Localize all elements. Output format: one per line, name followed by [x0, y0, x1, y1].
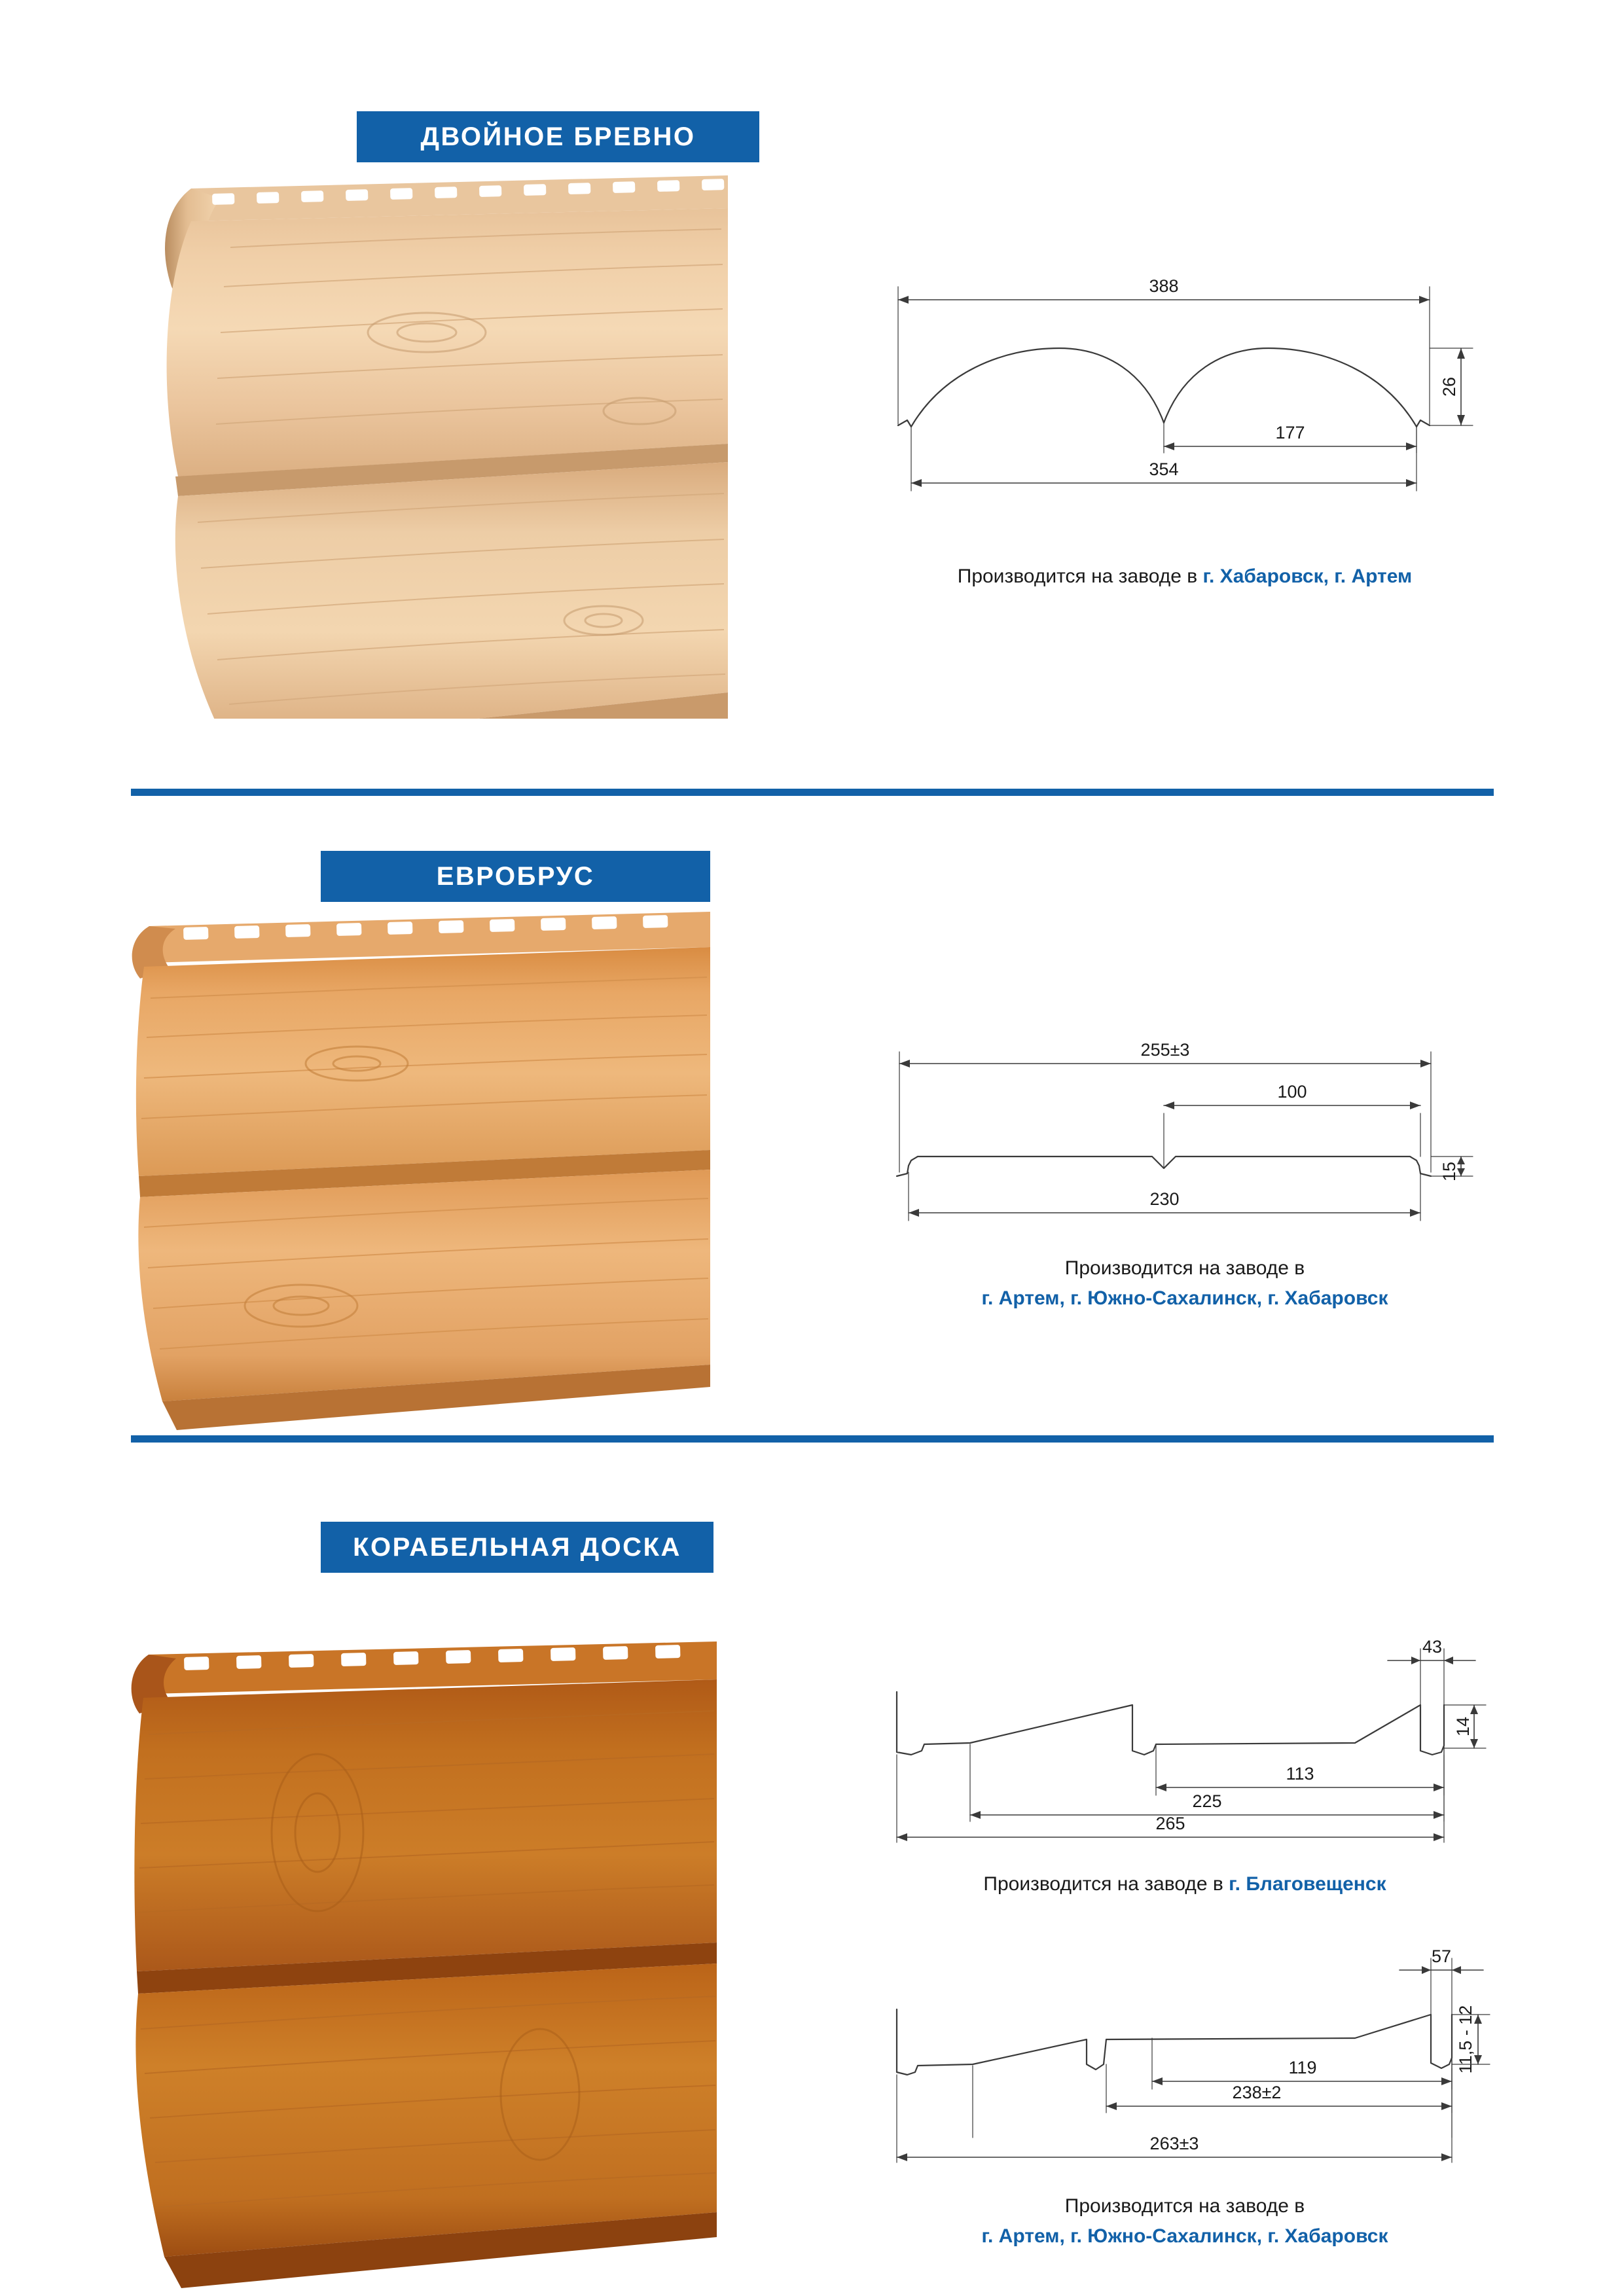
factory-caption-korabelnaya-1	[871, 1869, 1499, 1899]
dim-working-width: 230	[1149, 1189, 1180, 1209]
section-title-korabelnaya-doska: КОРАБЕЛЬНАЯ ДОСКА	[321, 1522, 713, 1573]
caption-prefix: Производится на заводе в	[1064, 1257, 1305, 1279]
caption-cities: г. Артем, г. Южно-Сахалинск, г. Хабаровск	[981, 2225, 1388, 2247]
section-title-evrobrus: ЕВРОБРУС	[321, 851, 710, 902]
caption-cities: г. Хабаровск, г. Артем	[1202, 565, 1413, 587]
factory-caption-dvoynoe-brevno	[871, 562, 1499, 592]
dim-height: 11,5 - 12	[1456, 2005, 1475, 2074]
caption-cities: г. Благовещенск	[1229, 1873, 1386, 1895]
section-title-dvoynoe-brevno: ДВОЙНОЕ БРЕВНО	[357, 111, 759, 162]
dim-height: 26	[1439, 376, 1459, 397]
caption-prefix: Производится на заводе в	[983, 1873, 1229, 1895]
section-evrobrus	[0, 795, 1624, 1440]
dim-working-width: 225	[1192, 1791, 1222, 1811]
product-photo-dvoynoe-brevno	[152, 169, 774, 719]
factory-caption-korabelnaya-2	[871, 2191, 1499, 2251]
dim-step: 43	[1422, 1637, 1443, 1657]
caption-prefix: Производится на заводе в	[1064, 2195, 1305, 2217]
dim-height: 14	[1453, 1716, 1473, 1737]
technical-drawing-dvoynoe-brevno	[871, 275, 1499, 537]
dim-working-width: 354	[1149, 459, 1179, 479]
dim-total-width: 265	[1155, 1814, 1185, 1833]
dim-step: 57	[1431, 1946, 1452, 1966]
dim-module: 100	[1277, 1082, 1307, 1102]
product-photo-korabelnaya-doska	[121, 1636, 756, 2291]
dim-height: 15	[1439, 1161, 1459, 1182]
product-photo-svg	[152, 169, 774, 719]
technical-drawing-korabelnaya-2	[871, 1924, 1499, 2173]
technical-drawing-korabelnaya-1	[871, 1626, 1499, 1856]
product-photo-evrobrus	[124, 906, 756, 1430]
caption-cities: г. Артем, г. Южно-Сахалинск, г. Хабаровск	[981, 1287, 1388, 1309]
technical-drawing-evrobrus	[871, 1037, 1499, 1253]
dim-module: 113	[1286, 1764, 1314, 1784]
dim-module: 119	[1288, 2058, 1317, 2077]
factory-caption-evrobrus-block	[871, 1253, 1499, 1314]
caption-prefix: Производится на заводе в	[957, 565, 1203, 587]
section-dvoynoe-brevno	[0, 0, 1624, 795]
dim-module: 177	[1275, 423, 1305, 442]
dim-total-width: 388	[1149, 276, 1179, 296]
dim-total-width: 263±3	[1149, 2134, 1199, 2153]
dim-working-width: 238±2	[1232, 2083, 1282, 2102]
section-korabelnaya-doska	[0, 1440, 1624, 2296]
dim-total-width: 255±3	[1140, 1040, 1190, 1060]
